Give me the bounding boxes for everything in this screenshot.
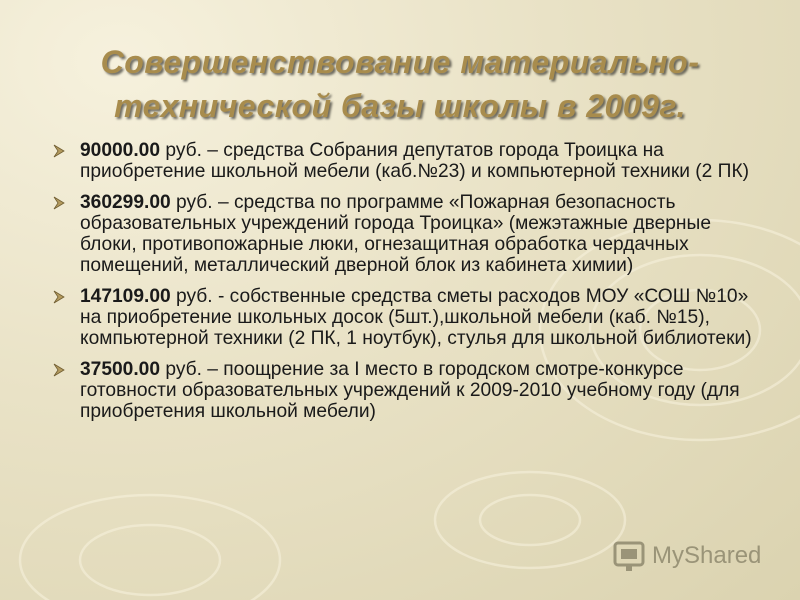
- list-item: [52, 140, 767, 182]
- mushroom-icon: [612, 540, 646, 574]
- item-text: руб. – средства по программе «Пожарная безопасность образовательных учреждений города Троицка» (межэтажные дверные блоки, противопожарные люки, огнезащитная обработка чердачных помещений, металлический дверной блок из кабинета химии): [80, 192, 711, 276]
- bullet-arrow-icon: [52, 362, 70, 378]
- item-text: руб. – средства Собрания депутатов города Троицка на приобретение школьной мебели (каб.№23) и компьютерной техники (2 ПК): [80, 140, 750, 182]
- title-line-2: технической базы школы в 2009г.: [114, 88, 686, 124]
- list-item: [52, 359, 767, 422]
- list-item: [52, 286, 767, 349]
- item-text: руб. – поощрение за I место в городском смотре-конкурсе готовности образовательных учреждений к 2009-2010 учебному году (для приобретения школьной мебели): [80, 359, 740, 422]
- amount: 37500.00: [80, 359, 161, 380]
- bullet-arrow-icon: [52, 289, 70, 305]
- bullet-list: [52, 140, 767, 432]
- watermark-logo: [612, 538, 762, 578]
- watermark-text: MyShared: [652, 542, 762, 569]
- list-item: [52, 192, 767, 276]
- amount: 360299.00: [80, 192, 171, 213]
- title-line-1: Совершенствование материально-: [100, 44, 700, 80]
- amount: 147109.00: [80, 286, 171, 307]
- slide-title: [40, 40, 760, 128]
- bullet-arrow-icon: [52, 143, 70, 159]
- amount: 90000.00: [80, 140, 161, 161]
- item-text: руб. - собственные средства сметы расходов МОУ «СОШ №10» на приобретение школьных досок (5шт.),школьной мебели (каб. №15), компьютерной техники (2 ПК, 1 ноутбук), стулья для школьной библиотеки): [80, 286, 752, 349]
- bullet-arrow-icon: [52, 195, 70, 211]
